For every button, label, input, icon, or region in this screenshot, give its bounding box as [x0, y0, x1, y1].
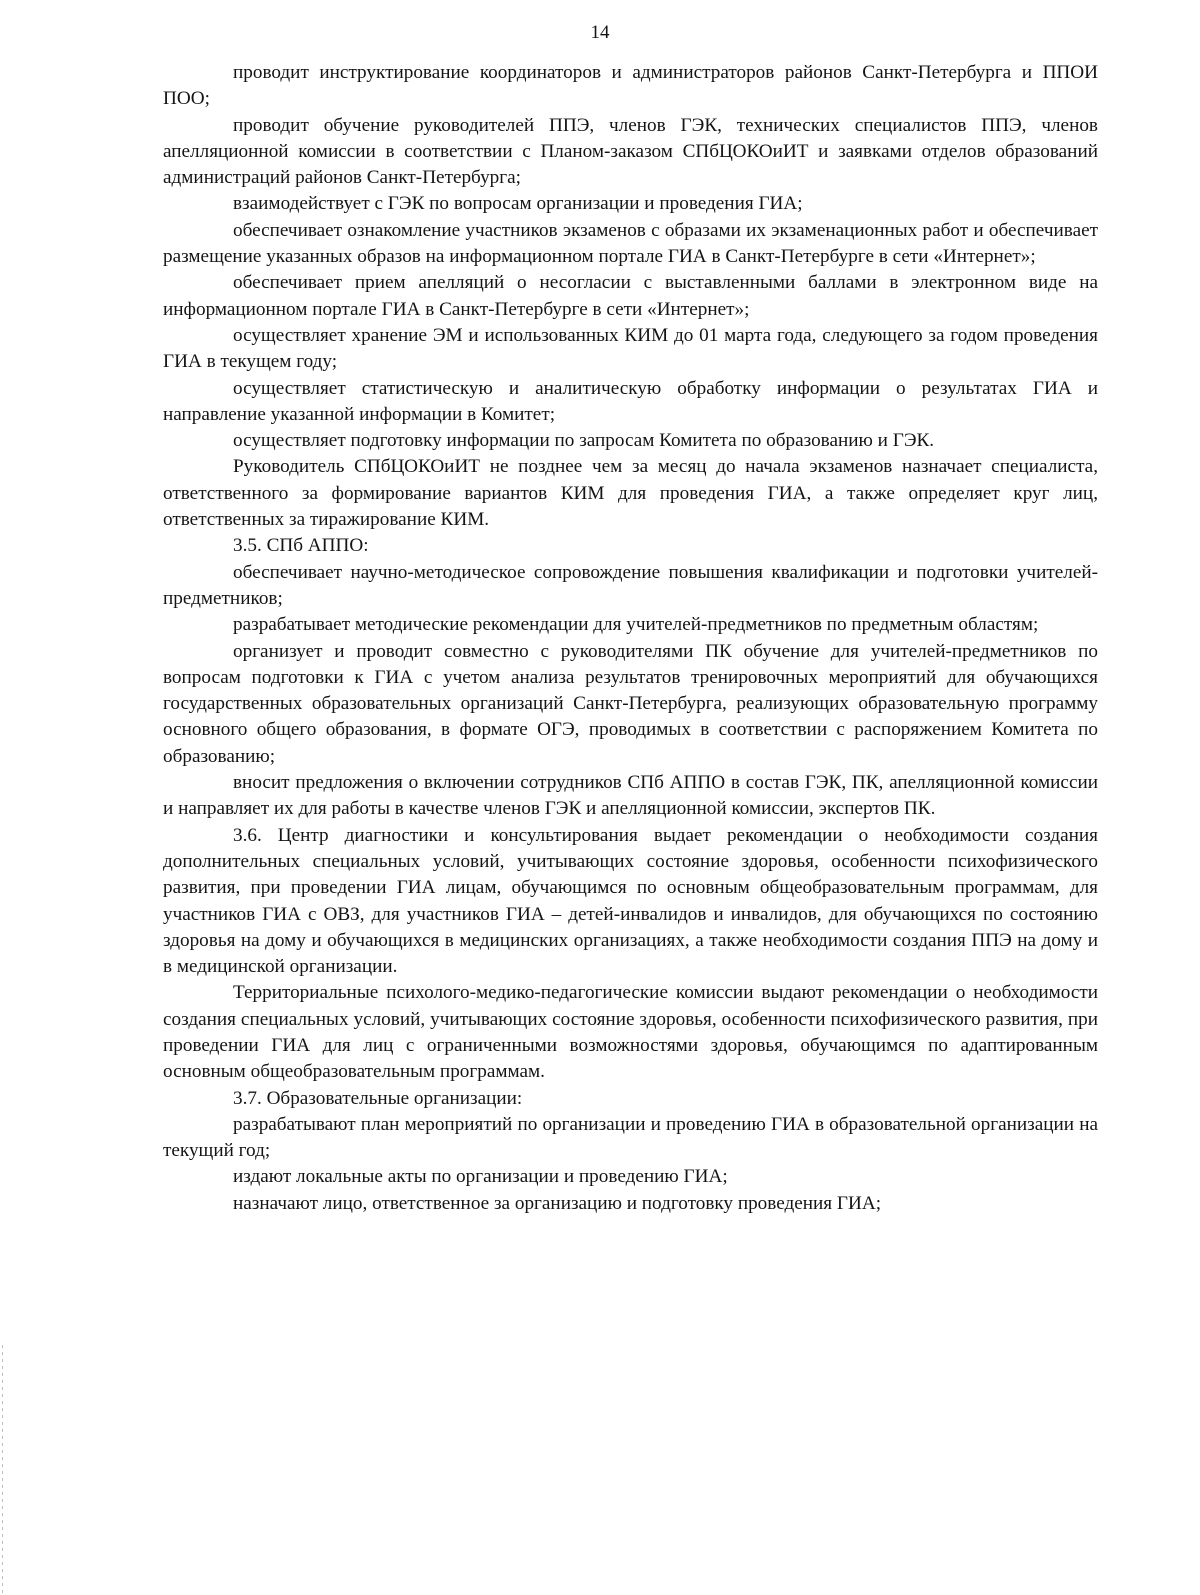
- paragraph: обеспечивает прием апелляций о несогласии с выставленными баллами в электронном виде на информационном портале ГИА в Санкт-Петербурге в сети «Интернет»;: [163, 272, 1098, 320]
- section-heading-3-5: 3.5. СПб АППО:: [233, 535, 369, 557]
- section-paragraph-3-6: 3.6. Центр диагностики и консультирования выдает рекомендации о необходимости создания дополнительных специальных условий, учитывающих состояние здоровья, особенности психофизического развития, при проведении ГИА лицам, обучающимся по основным общеобразовательным программам, для участников ГИА с ОВЗ, для участников ГИА – детей-инвалидов и инвалидов, для обучающихся по состоянию здоровья на дому и обучающихся в медицинских организациях, а также необходимости создания ППЭ на дому и в медицинской организации.: [163, 824, 1098, 978]
- paragraph: назначают лицо, ответственное за организацию и подготовку проведения ГИА;: [233, 1192, 882, 1214]
- section-heading-3-7: 3.7. Образовательные организации:: [233, 1087, 523, 1109]
- paragraph: Территориальные психолого-медико-педагогические комиссии выдают рекомендации о необходимости создания специальных условий, учитывающих состояние здоровья, особенности психофизического развития, при проведении ГИА для лиц с ограниченными возможностями здоровья, обучающимся по адаптированным основным общеобразовательным программам.: [163, 982, 1098, 1083]
- paragraph: взаимодействует с ГЭК по вопросам организации и проведения ГИА;: [233, 193, 803, 215]
- document-body: [163, 60, 1098, 1217]
- paragraph: обеспечивает ознакомление участников экзаменов с образами их экзаменационных работ и обеспечивает размещение указанных образов на информационном портале ГИА в Санкт-Петербурге в сети «Интернет»;: [163, 219, 1098, 268]
- scan-edge-mark: [2, 1345, 3, 1595]
- paragraph: организует и проводит совместно с руководителями ПК обучение для учителей-предметников по вопросам подготовки к ГИА с учетом анализа результатов тренировочных мероприятий для обучающихся государственных образовательных организаций Санкт-Петербурга, реализующих образовательную программу основного общего образования, в формате ОГЭ, проводимых в соответствии с распоряжением Комитета по образованию;: [163, 640, 1098, 767]
- paragraph: вносит предложения о включении сотрудников СПб АППО в состав ГЭК, ПК, апелляционной комиссии и направляет их для работы в качестве членов ГЭК и апелляционной комиссии, экспертов ПК.: [163, 772, 1098, 820]
- paragraph: проводит обучение руководителей ППЭ, членов ГЭК, технических специалистов ППЭ, членов апелляционной комиссии в соответствии с Планом-заказом СПбЦОКОиИТ и заявками отделов образований администраций районов Санкт-Петербурга;: [163, 114, 1098, 189]
- paragraph: Руководитель СПбЦОКОиИТ не позднее чем за месяц до начала экзаменов назначает специалиста, ответственного за формирование вариантов КИМ для проведения ГИА, а также определяет круг лиц, ответственных за тиражирование КИМ.: [163, 456, 1098, 531]
- paragraph: осуществляет хранение ЭМ и использованных КИМ до 01 марта года, следующего за годом проведения ГИА в текущем году;: [163, 324, 1098, 373]
- paragraph: разрабатывают план мероприятий по организации и проведению ГИА в образовательной организации на текущий год;: [163, 1113, 1098, 1162]
- paragraph: разрабатывает методические рекомендации для учителей-предметников по предметным областям;: [233, 614, 1039, 636]
- page-number: 14: [590, 22, 610, 43]
- paragraph: осуществляет подготовку информации по запросам Комитета по образованию и ГЭК.: [233, 430, 935, 452]
- paragraph: издают локальные акты по организации и проведению ГИА;: [233, 1166, 728, 1188]
- paragraph: проводит инструктирование координаторов и администраторов районов Санкт-Петербурга и ППОИ ПОО;: [163, 62, 1098, 110]
- paragraph: обеспечивает научно-методическое сопровождение повышения квалификации и подготовки учителей-предметников;: [163, 561, 1098, 609]
- paragraph: осуществляет статистическую и аналитическую обработку информации о результатах ГИА и направление указанной информации в Комитет;: [163, 377, 1098, 425]
